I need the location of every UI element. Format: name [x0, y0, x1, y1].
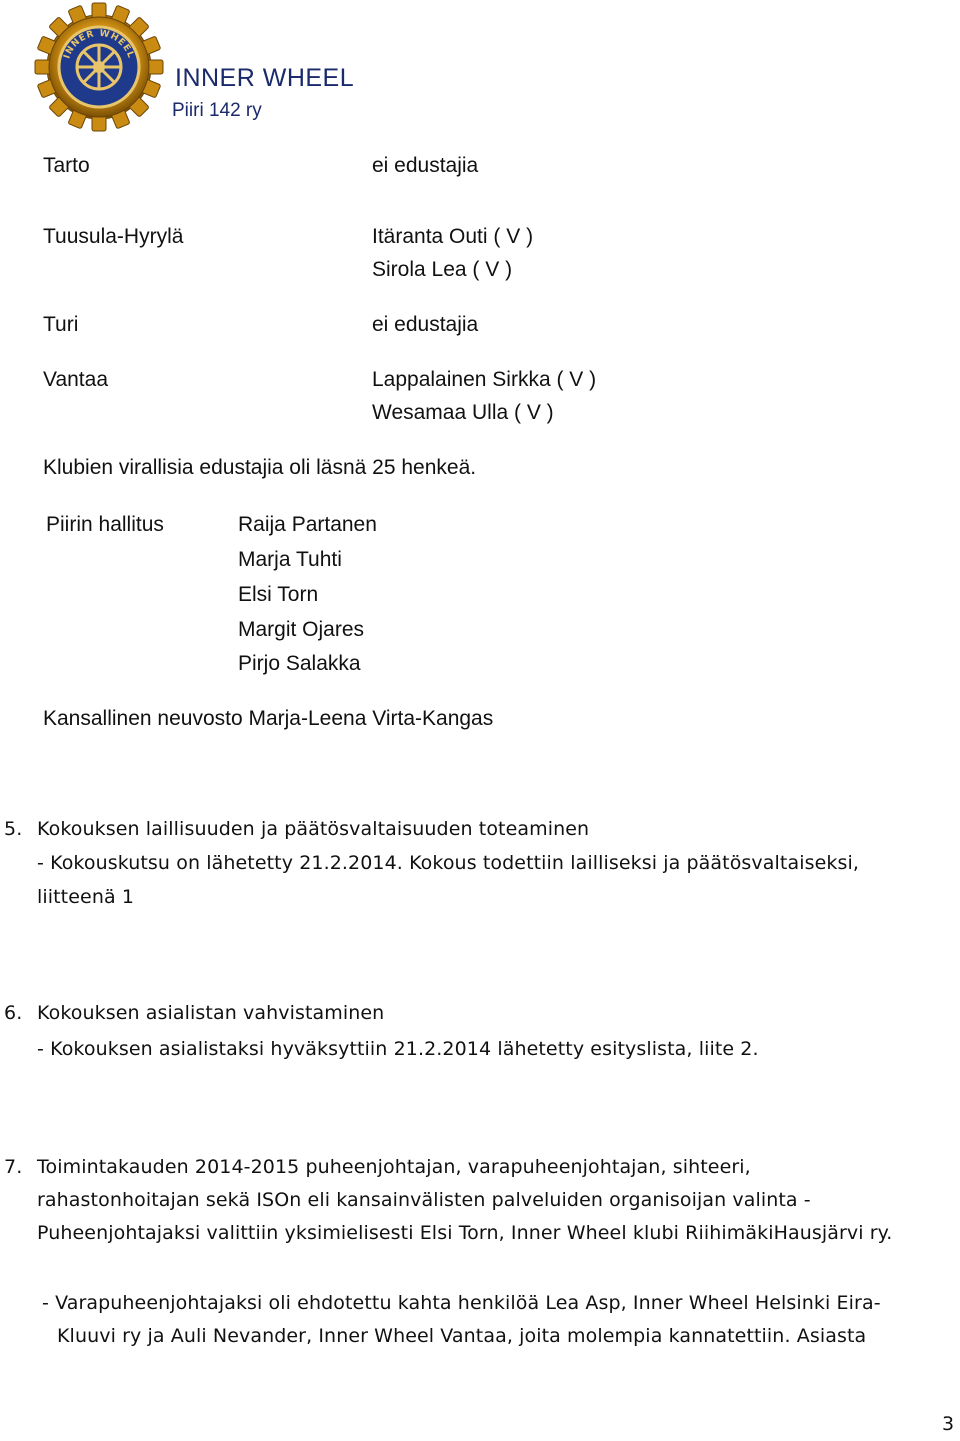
section-text: rahastonhoitajan sekä ISOn eli kansainvälisten palveluiden organisoijan valinta -	[37, 1189, 811, 1211]
attendance-summary: Klubien virallisia edustajia oli läsnä 25 henkeä.	[43, 456, 477, 479]
club-rep: Sirola Lea ( V )	[372, 258, 513, 281]
section-text: Toimintakauden 2014-2015 puheenjohtajan, varapuheenjohtajan, sihteeri,	[37, 1156, 751, 1178]
section-number: 7.	[4, 1156, 23, 1178]
section-text: - Kokouskutsu on lähetetty 21.2.2014. Kokous todettiin lailliseksi ja päätösvaltaiseksi,	[37, 852, 859, 874]
club-rep: Wesamaa Ulla ( V )	[372, 401, 554, 424]
club-name: Tuusula-Hyrylä	[43, 225, 184, 248]
club-name: Tarto	[43, 154, 90, 177]
section-number: 6.	[4, 1002, 23, 1024]
club-rep: ei edustajia	[372, 154, 479, 177]
board-member: Pirjo Salakka	[238, 652, 361, 675]
org-name: INNER WHEEL	[175, 64, 355, 92]
section-text: liitteenä 1	[37, 886, 135, 908]
club-rep: Itäranta Outi ( V )	[372, 225, 534, 248]
club-rep: Lappalainen Sirkka ( V )	[372, 368, 597, 391]
board-member: Marja Tuhti	[238, 548, 342, 571]
inner-wheel-logo	[34, 2, 164, 132]
board-member: Margit Ojares	[238, 618, 365, 641]
page-number: 3	[942, 1413, 955, 1435]
club-name: Vantaa	[43, 368, 108, 391]
national-council: Kansallinen neuvosto Marja-Leena Virta-Kangas	[43, 707, 494, 730]
board-member: Elsi Torn	[238, 583, 319, 606]
club-name: Turi	[43, 313, 79, 336]
board-label: Piirin hallitus	[46, 513, 164, 536]
section-text: Kluuvi ry ja Auli Nevander, Inner Wheel Vantaa, joita molempia kannatettiin. Asiasta	[57, 1325, 867, 1347]
section-text: - Kokouksen asialistaksi hyväksyttiin 21.2.2014 lähetetty esityslista, liite 2.	[37, 1038, 759, 1060]
board-member: Raija Partanen	[238, 513, 377, 536]
section-title: Kokouksen laillisuuden ja päätösvaltaisuuden toteaminen	[37, 818, 590, 840]
club-rep: ei edustajia	[372, 313, 479, 336]
org-subtitle: Piiri 142 ry	[172, 100, 262, 121]
section-text: Puheenjohtajaksi valittiin yksimielisesti Elsi Torn, Inner Wheel klubi RiihimäkiHausjärvi ry.	[37, 1222, 893, 1244]
section-title: Kokouksen asialistan vahvistaminen	[37, 1002, 385, 1024]
logo-text: INNER WHEEL	[62, 28, 136, 61]
section-number: 5.	[4, 818, 23, 840]
section-text: - Varapuheenjohtajaksi oli ehdotettu kahta henkilöä Lea Asp, Inner Wheel Helsinki Eira-	[42, 1292, 881, 1314]
